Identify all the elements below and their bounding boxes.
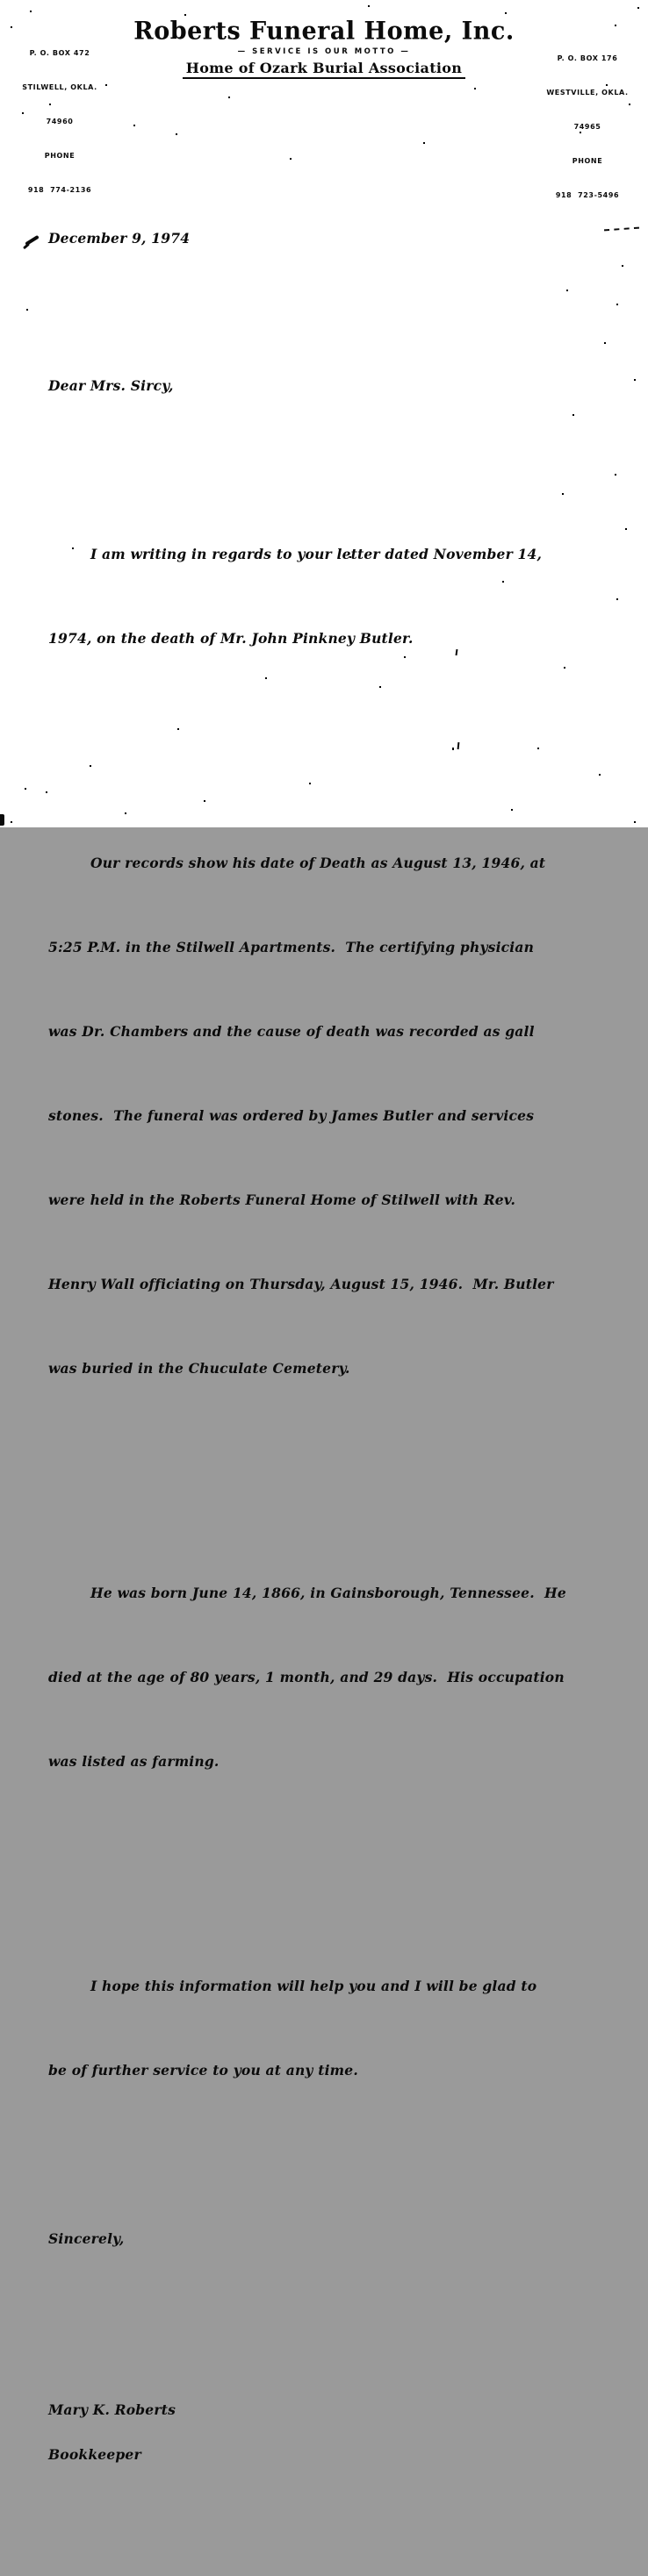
paragraph — [48, 1916, 575, 2141]
address-line: PHONE — [44, 152, 76, 160]
letter-line: were held in the Roberts Funeral Home of Stilwell with Rev. — [48, 1191, 516, 1208]
letter-line: I am writing in regards to your letter dated November 14, — [90, 546, 543, 562]
address-line: 74965 — [573, 123, 601, 131]
address-line: STILWELL, OKLA. — [22, 83, 97, 91]
company-tagline: Home of Ozark Burial Association — [183, 60, 465, 79]
paragraph — [48, 1523, 575, 1832]
paragraph — [48, 793, 575, 1439]
letter-body — [48, 140, 575, 2576]
letter-line: 1974, on the death of Mr. John Pinkney Butler. — [48, 630, 414, 647]
letter-date: December 9, 1974 — [48, 230, 191, 247]
address-line: 918 774-2136 — [27, 186, 92, 194]
address-line: 74960 — [46, 118, 74, 125]
dash-artifact — [604, 227, 639, 232]
closing: Sincerely, — [48, 2230, 125, 2247]
letter-line: He was born June 14, 1866, in Gainsborough, Tennessee. He — [90, 1585, 566, 1601]
letter-line: Henry Wall officiating on Thursday, August 15, 1946. Mr. Butler — [48, 1276, 554, 1292]
company-name: Roberts Funeral Home, Inc. — [133, 17, 515, 46]
address-line: P. O. BOX 176 — [557, 54, 618, 62]
letter-line: was buried in the Chuculate Cemetery. — [48, 1360, 350, 1377]
pen-stroke-artifact — [23, 243, 30, 249]
paragraph — [48, 484, 575, 709]
tagline-wrap — [131, 60, 517, 79]
letterhead-center — [131, 18, 517, 79]
letter-line: died at the age of 80 years, 1 month, and 29 days. His occupation — [48, 1669, 565, 1685]
scan-noise-specks — [0, 0, 2, 2]
stray-mark-artifact — [452, 748, 454, 750]
signature-name: Mary K. Roberts — [48, 2401, 176, 2418]
signature-title: Bookkeeper — [48, 2446, 141, 2463]
letter-line: stones. The funeral was ordered by James Butler and services — [48, 1107, 535, 1124]
address-line: WESTVILLE, OKLA. — [546, 89, 629, 97]
signature-block — [48, 2372, 575, 2492]
company-motto: — SERVICE IS OUR MOTTO — — [237, 47, 411, 56]
letter-line: be of further service to you at any time. — [48, 2062, 358, 2079]
letter-line: Our records show his date of Death as August 13, 1946, at — [90, 855, 546, 871]
scan-edge-artifact — [0, 814, 4, 826]
salutation: Dear Mrs. Sircy, — [48, 377, 174, 394]
letterhead — [0, 17, 648, 199]
address-line: PHONE — [572, 157, 603, 165]
address-line: 918 723-5496 — [555, 191, 620, 199]
letter-line: was Dr. Chambers and the cause of death was recorded as gall — [48, 1023, 535, 1040]
letter-line: was listed as farming. — [48, 1753, 220, 1770]
letter-line: 5:25 P.M. in the Stilwell Apartments. The certifying physician — [48, 939, 535, 955]
address-line: P. O. BOX 472 — [29, 49, 90, 57]
letter-line: I hope this information will help you and I will be glad to — [90, 1978, 537, 1994]
